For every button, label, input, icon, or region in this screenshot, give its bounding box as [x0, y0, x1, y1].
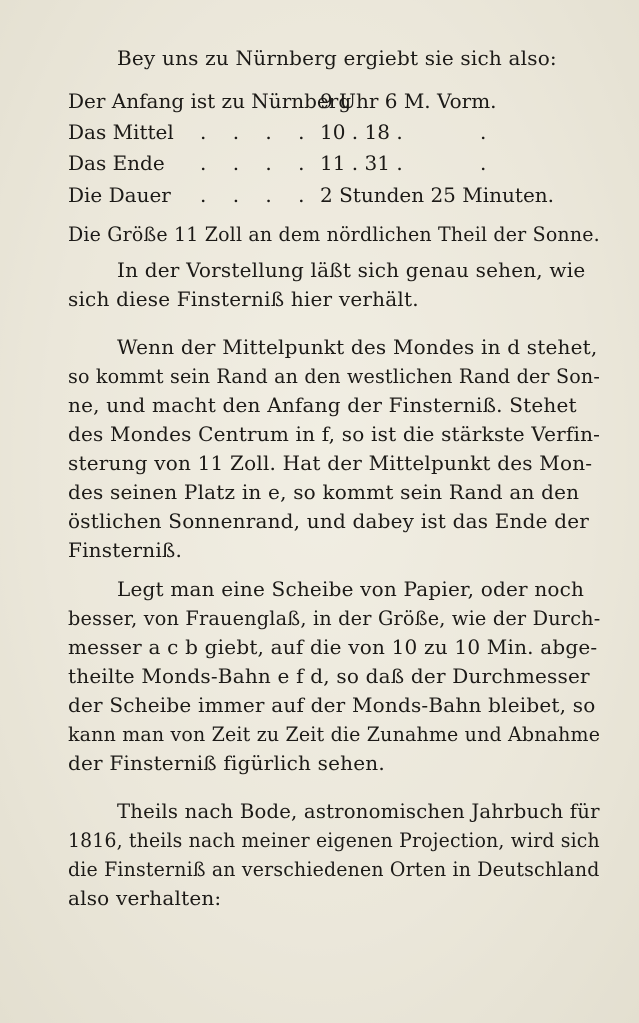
text-line: der Scheibe immer auf der Monds-Bahn bleibet, so	[68, 693, 596, 717]
text-line: In der Vorstellung läßt sich genau sehen, wie	[117, 258, 586, 282]
row-label: Das Ende	[68, 151, 165, 175]
row-dots: . . . .	[200, 183, 315, 207]
text-line: 1816, theils nach meiner eigenen Projection, wird sich	[68, 828, 600, 852]
row-label: Die Dauer	[68, 183, 171, 207]
row-tail: .	[480, 120, 487, 144]
row-dots: . . . .	[200, 151, 315, 175]
text-line: der Finsterniß figürlich sehen.	[68, 751, 385, 775]
table-row	[68, 88, 528, 114]
text-line: Legt man eine Scheibe von Papier, oder noch	[117, 577, 585, 601]
row-label: Das Mittel	[68, 120, 174, 144]
row-value: 9 Uhr 6 M. Vorm.	[320, 89, 497, 113]
row-value: 11 . 31 .	[320, 151, 403, 175]
text-line: des seinen Platz in e, so kommt sein Rand an den	[68, 480, 580, 504]
row-value: 10 . 18 .	[320, 120, 403, 144]
text-line: sterung von 11 Zoll. Hat der Mittelpunkt des Mon-	[68, 451, 593, 475]
table-row	[68, 119, 528, 145]
text-line: besser, von Frauenglaß, in der Größe, wie der Durch-	[68, 606, 601, 630]
text-line: östlichen Sonnenrand, und dabey ist das Ende der	[68, 509, 590, 533]
intro-line: Bey uns zu Nürnberg ergiebt sie sich also:	[117, 46, 557, 70]
table-row	[68, 150, 528, 176]
text-line: ne, und macht den Anfang der Finsterniß. Stehet	[68, 393, 577, 417]
text-line: Finsterniß.	[68, 538, 183, 562]
text-line: die Finsterniß an verschiedenen Orten in Deutschland	[68, 857, 600, 881]
row-tail: .	[480, 151, 487, 175]
text-line: des Mondes Centrum in f, so ist die stärkste Verfin-	[68, 422, 601, 446]
row-label: Der Anfang ist zu Nürnberg	[68, 89, 352, 113]
text-line: Wenn der Mittelpunkt des Mondes in d stehet,	[117, 335, 598, 359]
text-line: also verhalten:	[68, 886, 222, 910]
row-dots: . . . .	[200, 120, 315, 144]
text-line: sich diese Finsterniß hier verhält.	[68, 287, 419, 311]
size-line: Die Größe 11 Zoll an dem nördlichen Theil der Sonne.	[68, 222, 600, 246]
row-value: 2 Stunden 25 Minuten.	[320, 183, 555, 207]
text-line: so kommt sein Rand an den westlichen Rand der Son-	[68, 364, 601, 388]
text-line: messer a c b giebt, auf die von 10 zu 10 Min. abge-	[68, 635, 598, 659]
text-line: kann man von Zeit zu Zeit die Zunahme und Abnahme	[68, 722, 601, 746]
table-row	[68, 182, 555, 208]
text-line: theilte Monds-Bahn e f d, so daß der Durchmesser	[68, 664, 590, 688]
text-line: Theils nach Bode, astronomischen Jahrbuch für	[117, 799, 600, 823]
